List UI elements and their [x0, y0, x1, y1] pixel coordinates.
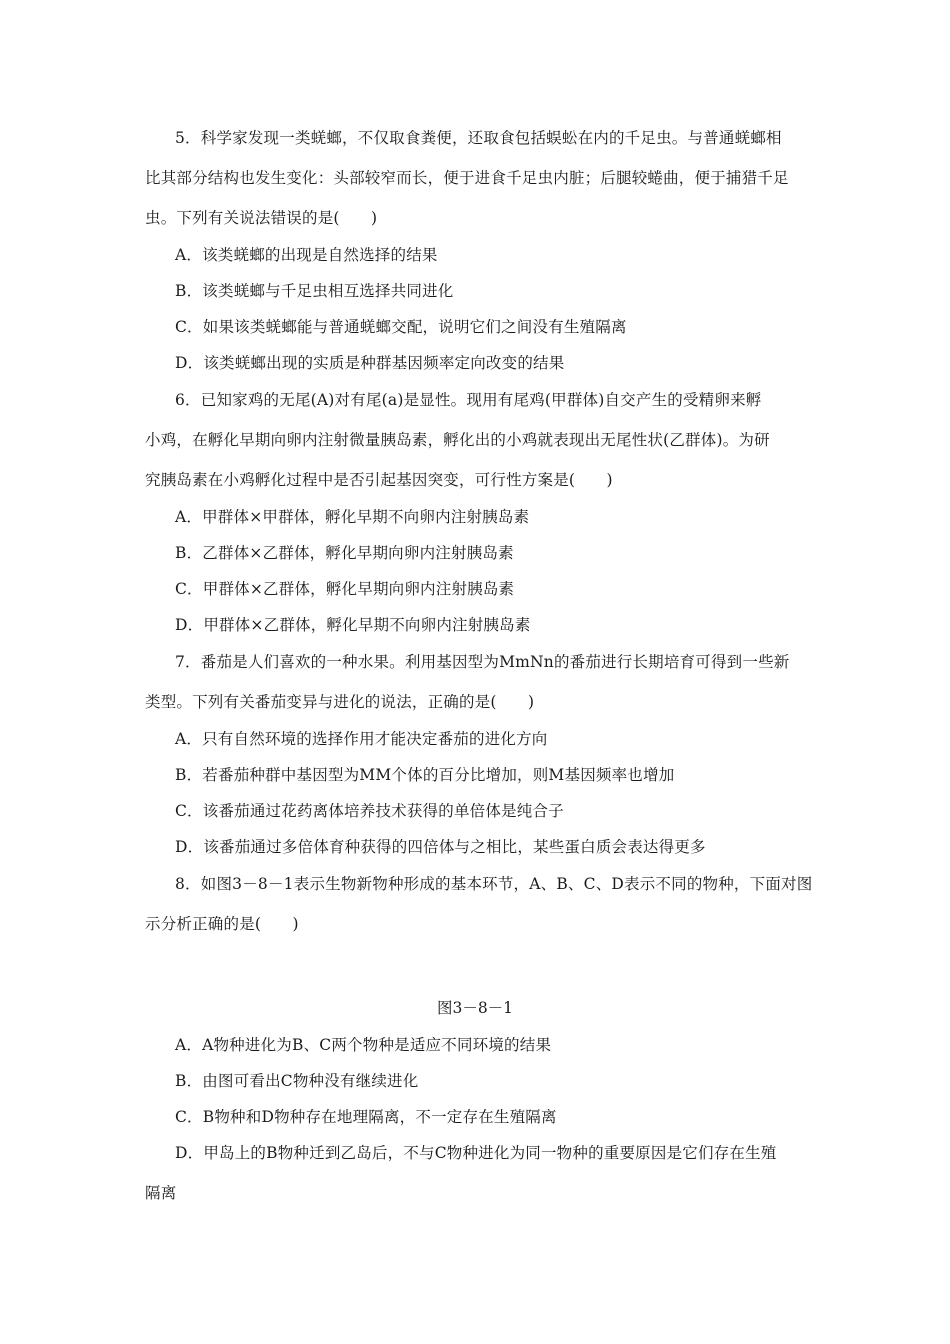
q6-stem-line-1: 6．已知家鸡的无尾(A)对有尾(a)是显性。现用有尾鸡(甲群体)自交产生的受精卵来孵 [175, 391, 762, 409]
q7-option-a: A．只有自然环境的选择作用才能决定番茄的进化方向 [175, 730, 548, 748]
q6-option-c: C．甲群体×乙群体，孵化早期向卵内注射胰岛素 [175, 580, 515, 598]
q6-option-b: B．乙群体×乙群体，孵化早期向卵内注射胰岛素 [175, 544, 514, 562]
q5-option-a: A．该类蜣螂的出现是自然选择的结果 [175, 246, 438, 264]
q5-option-d: D．该类蜣螂出现的实质是种群基因频率定向改变的结果 [175, 354, 565, 372]
q6-option-a: A．甲群体×甲群体，孵化早期不向卵内注射胰岛素 [175, 508, 530, 526]
q8-option-b: B．由图可看出C物种没有继续进化 [175, 1072, 419, 1090]
q5-option-b: B．该类蜣螂与千足虫相互选择共同进化 [175, 282, 454, 300]
q7-option-b: B．若番茄种群中基因型为MM个体的百分比增加，则M基因频率也增加 [175, 766, 675, 784]
q5-option-c: C．如果该类蜣螂能与普通蜣螂交配，说明它们之间没有生殖隔离 [175, 318, 627, 336]
q8-option-d-line-1: D．甲岛上的B物种迁到乙岛后，不与C物种进化为同一物种的重要原因是它们存在生殖 [175, 1144, 777, 1162]
q5-stem-line-1: 5．科学家发现一类蜣螂，不仅取食粪便，还取食包括蜈蚣在内的千足虫。与普通蜣螂相 [175, 129, 782, 147]
q7-stem-line-2: 类型。下列有关番茄变异与进化的说法，正确的是( ) [145, 693, 535, 711]
q5-stem-line-2: 比其部分结构也发生变化：头部较窄而长，便于进食千足虫内脏；后腿较蜷曲，便于捕猎千足 [145, 169, 789, 187]
q6-option-d: D．甲群体×乙群体，孵化早期不向卵内注射胰岛素 [175, 616, 531, 634]
q7-stem-line-1: 7．番茄是人们喜欢的一种水果。利用基因型为MmNn的番茄进行长期培育可得到一些新 [175, 653, 790, 671]
q8-option-a: A．A物种进化为B、C两个物种是适应不同环境的结果 [175, 1036, 552, 1054]
q8-option-c: C．B物种和D物种存在地理隔离，不一定存在生殖隔离 [175, 1108, 557, 1126]
q7-option-c: C．该番茄通过花药离体培养技术获得的单倍体是纯合子 [175, 802, 564, 820]
q8-option-d-line-2: 隔离 [145, 1184, 177, 1202]
q5-stem-line-3: 虫。下列有关说法错误的是( ) [145, 209, 378, 227]
q8-stem-line-2: 示分析正确的是( ) [145, 915, 299, 933]
q7-option-d: D．该番茄通过多倍体育种获得的四倍体与之相比，某些蛋白质会表达得更多 [175, 838, 706, 856]
q8-stem-line-1: 8．如图3－8－1表示生物新物种形成的基本环节，A、B、C、D表示不同的物种，下面对图 [175, 875, 813, 893]
q6-stem-line-3: 究胰岛素在小鸡孵化过程中是否引起基因突变，可行性方案是( ) [145, 471, 613, 489]
q6-stem-line-2: 小鸡，在孵化早期向卵内注射微量胰岛素，孵化出的小鸡就表现出无尾性状(乙群体)。为研 [145, 431, 770, 449]
figure-caption: 图3－8－1 [436, 999, 514, 1017]
